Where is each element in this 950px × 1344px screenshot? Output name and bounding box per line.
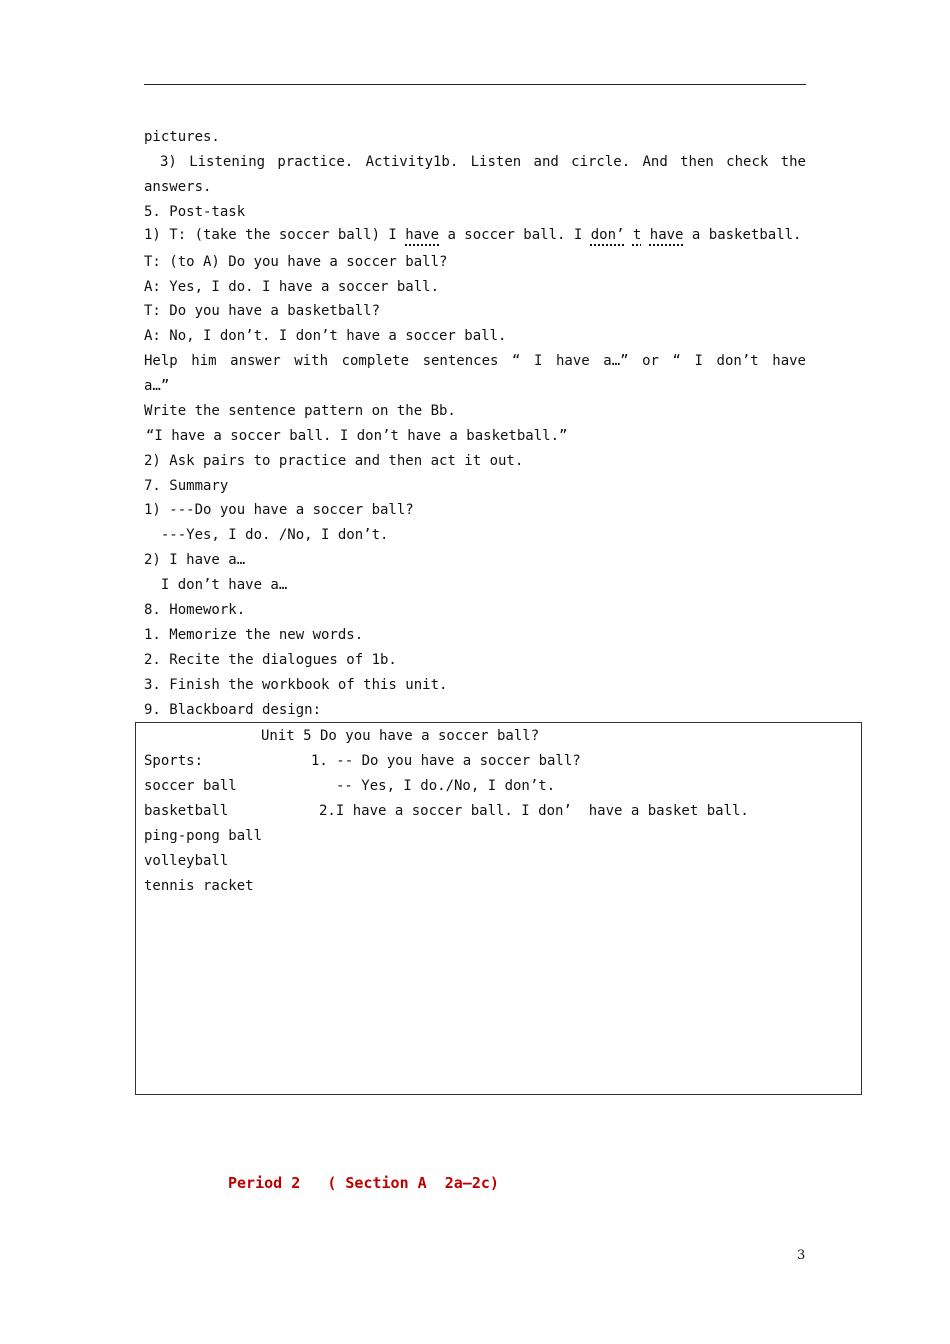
board-sport-item: ping-pong ball: [144, 828, 263, 844]
section-heading: 9. Blackboard design:: [144, 702, 322, 718]
emphasized-word: have: [649, 227, 684, 243]
board-question-1: 1. -- Do you have a soccer ball?: [311, 753, 581, 769]
text-line: A: Yes, I do. I have a soccer ball.: [144, 279, 440, 295]
word: the: [780, 154, 806, 170]
header-rule: [144, 84, 806, 85]
listening-practice-line: [160, 152, 806, 172]
text-run: a basketball.: [683, 227, 802, 243]
text-line: T: (to A) Do you have a soccer ball?: [144, 254, 448, 270]
word: “: [672, 353, 681, 369]
text-run: [641, 227, 649, 243]
text-run: a soccer ball. I: [439, 227, 591, 243]
board-sport-item: basketball: [144, 803, 229, 819]
section-heading: 5. Post-task: [144, 204, 246, 220]
word: complete: [341, 353, 409, 369]
word: or: [642, 353, 659, 369]
word: Help: [144, 353, 178, 369]
word: answer: [230, 353, 281, 369]
word: with: [294, 353, 328, 369]
word: Listen: [470, 154, 522, 170]
text-line: I don’t have a…: [144, 577, 288, 593]
text-line: answers.: [144, 179, 212, 195]
board-sport-item: volleyball: [144, 853, 229, 869]
word: And: [642, 154, 668, 170]
text-line: T: Do you have a basketball?: [144, 303, 381, 319]
text-line: 1) ---Do you have a soccer ball?: [144, 502, 414, 518]
board-sentence-2: 2.I have a soccer ball. I don’ have a basket ball.: [319, 803, 749, 819]
teacher-demo-line: [144, 225, 802, 245]
text-run: [624, 227, 632, 243]
word: “: [511, 353, 521, 369]
word: sentences: [422, 353, 499, 369]
board-sport-item: tennis racket: [144, 878, 254, 894]
text-line: 3. Finish the workbook of this unit.: [144, 677, 448, 693]
word: practice.: [277, 154, 354, 170]
text-line: pictures.: [144, 129, 220, 145]
emphasized-word: don’: [590, 227, 625, 243]
page-number: 3: [797, 1248, 806, 1263]
word: don’t: [716, 353, 759, 369]
word: check: [726, 154, 769, 170]
blackboard-design-box: [135, 722, 862, 1095]
word: Listening: [189, 154, 266, 170]
text-line: ---Yes, I do. /No, I don’t.: [144, 527, 389, 543]
word: a…”: [603, 353, 629, 369]
word: Activity1b.: [365, 154, 459, 170]
word: him: [191, 353, 217, 369]
word: circle.: [571, 154, 631, 170]
text-line: 2. Recite the dialogues of 1b.: [144, 652, 397, 668]
emphasized-word: have: [405, 227, 440, 243]
text-line: 2) Ask pairs to practice and then act it out.: [144, 453, 524, 469]
word: I: [694, 353, 703, 369]
word: have: [772, 353, 806, 369]
text-line: A: No, I don’t. I don’t have a soccer ball.: [144, 328, 507, 344]
emphasized-word: t: [632, 227, 642, 243]
text-line: Write the sentence pattern on the Bb.: [144, 403, 456, 419]
period-heading: Period 2 ( Section A 2a—2c): [228, 1174, 499, 1192]
section-heading: 8. Homework.: [144, 602, 246, 618]
word: 3): [160, 154, 177, 170]
help-answer-line: [144, 351, 806, 371]
text-line: “I have a soccer ball. I don’t have a basketball.”: [146, 428, 568, 444]
word: and: [533, 154, 559, 170]
board-title: Unit 5 Do you have a soccer ball?: [261, 728, 540, 744]
board-sports-label: Sports:: [144, 753, 204, 769]
section-heading: 7. Summary: [144, 478, 229, 494]
text-line: a…”: [144, 378, 170, 394]
word: I: [533, 353, 543, 369]
text-line: 1. Memorize the new words.: [144, 627, 364, 643]
text-run: 1) T: (take the soccer ball) I: [144, 227, 406, 243]
word: then: [680, 154, 714, 170]
word: have: [555, 353, 590, 369]
board-answer-1: -- Yes, I do./No, I don’t.: [336, 778, 556, 794]
board-sport-item: soccer ball: [144, 778, 237, 794]
text-line: 2) I have a…: [144, 552, 246, 568]
